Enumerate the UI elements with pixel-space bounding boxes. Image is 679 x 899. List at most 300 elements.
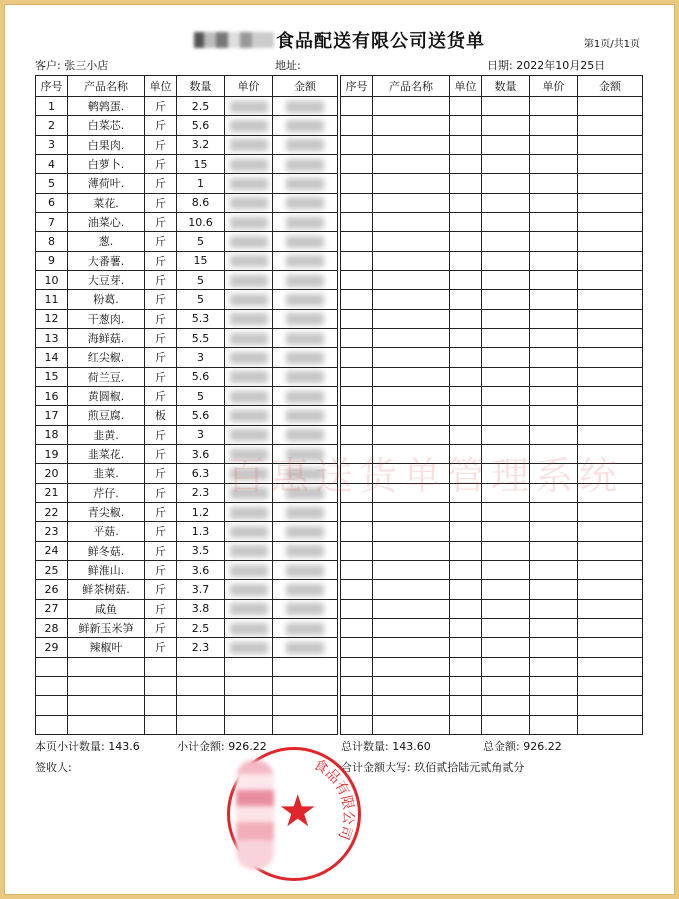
row-unit: 斤: [145, 97, 177, 116]
row-qty: 3: [177, 348, 225, 367]
row-price: [530, 715, 578, 734]
row-no: [36, 696, 68, 715]
row-price: [530, 406, 578, 425]
row-qty: 3.7: [177, 580, 225, 599]
row-no: 28: [36, 618, 68, 637]
address-label: 地址:: [275, 59, 301, 72]
row-unit: [450, 657, 482, 676]
total-qty: 总计数量: 143.60: [341, 740, 431, 753]
table-row: [36, 251, 338, 270]
row-no: 13: [36, 328, 68, 347]
row-product-name: [373, 618, 450, 637]
row-amount: [273, 386, 338, 405]
row-unit: [145, 657, 177, 676]
row-product-name: [373, 328, 450, 347]
row-unit: [450, 309, 482, 328]
row-unit: [450, 522, 482, 541]
redacted-value: [286, 410, 324, 422]
row-price: [225, 193, 273, 212]
row-amount: [578, 328, 643, 347]
row-product-name: [373, 638, 450, 657]
row-qty: 5.5: [177, 328, 225, 347]
row-price: [225, 676, 273, 695]
row-no: [341, 406, 373, 425]
table-row: [36, 270, 338, 289]
row-no: [341, 309, 373, 328]
table-row: [341, 502, 643, 521]
row-no: [341, 135, 373, 154]
row-amount: [578, 193, 643, 212]
row-unit: 斤: [145, 386, 177, 405]
redacted-value: [286, 255, 324, 267]
table-row: [36, 618, 338, 637]
row-price: [225, 638, 273, 657]
col-header-no: 序号: [341, 76, 373, 97]
row-qty: 5.6: [177, 367, 225, 386]
row-product-name: 油菜心.: [68, 212, 145, 231]
row-qty: [482, 232, 530, 251]
table-row: [36, 212, 338, 231]
redacted-value: [286, 217, 324, 229]
row-product-name: 鲜茶树菇.: [68, 580, 145, 599]
row-qty: 15: [177, 154, 225, 173]
table-row: [341, 309, 643, 328]
row-amount: [578, 696, 643, 715]
row-price: [530, 367, 578, 386]
row-no: 6: [36, 193, 68, 212]
redacted-value: [230, 178, 268, 190]
amount-in-words: 合计金额大写: 玖佰贰拾陆元贰角贰分: [341, 761, 525, 774]
redacted-value: [230, 275, 268, 287]
row-price: [225, 657, 273, 676]
table-header-row: [341, 76, 643, 97]
row-unit: [450, 251, 482, 270]
row-unit: 斤: [145, 599, 177, 618]
table-row: [36, 290, 338, 309]
redacted-value: [230, 584, 268, 596]
table-row: [341, 618, 643, 637]
row-unit: [450, 502, 482, 521]
row-no: 25: [36, 560, 68, 579]
row-unit: 斤: [145, 135, 177, 154]
redacted-value: [286, 507, 324, 519]
table-row: [341, 386, 643, 405]
row-qty: 5: [177, 232, 225, 251]
row-no: [341, 541, 373, 560]
row-unit: [450, 232, 482, 251]
row-price: [530, 696, 578, 715]
row-unit: [450, 715, 482, 734]
row-product-name: [373, 232, 450, 251]
row-no: 9: [36, 251, 68, 270]
row-unit: 斤: [145, 502, 177, 521]
table-row: [341, 232, 643, 251]
row-qty: 15: [177, 251, 225, 270]
row-unit: [450, 97, 482, 116]
total-amount: 总金额: 926.22: [483, 740, 562, 753]
table-header-row: [36, 76, 338, 97]
row-product-name: [373, 174, 450, 193]
table-row: [341, 367, 643, 386]
row-product-name: 菜花.: [68, 193, 145, 212]
table-row: [341, 696, 643, 715]
row-amount: [578, 270, 643, 289]
table-row: [341, 116, 643, 135]
row-qty: [482, 328, 530, 347]
row-unit: [450, 348, 482, 367]
row-unit: 板: [145, 406, 177, 425]
row-amount: [578, 116, 643, 135]
customer-label: 客户: 张三小店: [35, 59, 109, 72]
table-row: [36, 560, 338, 579]
seal-text: 食品有限公司: [310, 756, 357, 842]
row-qty: 2.3: [177, 483, 225, 502]
row-product-name: 鲜冬菇.: [68, 541, 145, 560]
row-unit: 斤: [145, 348, 177, 367]
row-no: [341, 618, 373, 637]
row-price: [530, 251, 578, 270]
row-amount: [273, 251, 338, 270]
row-qty: 5: [177, 290, 225, 309]
row-qty: [482, 212, 530, 231]
redacted-value: [286, 603, 324, 615]
row-qty: [482, 174, 530, 193]
row-product-name: [68, 696, 145, 715]
row-unit: [450, 638, 482, 657]
row-product-name: [373, 406, 450, 425]
row-product-name: [373, 135, 450, 154]
redacted-value: [230, 603, 268, 615]
row-product-name: 白果肉.: [68, 135, 145, 154]
table-row: [341, 251, 643, 270]
row-no: [36, 715, 68, 734]
row-unit: [450, 135, 482, 154]
redacted-value: [230, 526, 268, 538]
row-amount: [578, 135, 643, 154]
row-no: 8: [36, 232, 68, 251]
row-no: [341, 193, 373, 212]
row-amount: [273, 541, 338, 560]
row-no: 19: [36, 444, 68, 463]
row-unit: [450, 367, 482, 386]
row-price: [225, 290, 273, 309]
col-header-name: 产品名称: [373, 76, 450, 97]
row-price: [225, 425, 273, 444]
table-row: [341, 715, 643, 734]
row-amount: [578, 522, 643, 541]
table-row: [341, 560, 643, 579]
redacted-value: [286, 371, 324, 383]
row-unit: 斤: [145, 174, 177, 193]
row-no: [341, 251, 373, 270]
table-row: [36, 657, 338, 676]
row-price: [225, 232, 273, 251]
row-amount: [578, 386, 643, 405]
row-price: [225, 174, 273, 193]
row-price: [225, 599, 273, 618]
row-amount: [578, 580, 643, 599]
row-amount: [273, 116, 338, 135]
row-no: [341, 212, 373, 231]
row-no: 26: [36, 580, 68, 599]
table-row: [36, 715, 338, 734]
row-product-name: [68, 657, 145, 676]
row-price: [530, 270, 578, 289]
row-unit: 斤: [145, 193, 177, 212]
page-subtotal-amount: 小计金额: 926.22: [177, 740, 267, 753]
row-qty: [482, 715, 530, 734]
row-unit: 斤: [145, 560, 177, 579]
row-product-name: [373, 560, 450, 579]
row-no: 22: [36, 502, 68, 521]
row-qty: [482, 522, 530, 541]
row-no: [341, 715, 373, 734]
row-price: [530, 290, 578, 309]
row-product-name: [373, 116, 450, 135]
row-amount: [578, 502, 643, 521]
table-row: [36, 309, 338, 328]
table-row: [341, 580, 643, 599]
page-indicator: 第1页/共1页: [583, 39, 640, 50]
row-amount: [578, 174, 643, 193]
row-qty: [482, 135, 530, 154]
row-unit: 斤: [145, 232, 177, 251]
row-product-name: 韭菜花.: [68, 444, 145, 463]
row-unit: 斤: [145, 116, 177, 135]
row-product-name: [373, 309, 450, 328]
row-no: 17: [36, 406, 68, 425]
row-price: [225, 618, 273, 637]
row-product-name: 干葱肉.: [68, 309, 145, 328]
row-no: 4: [36, 154, 68, 173]
row-qty: [482, 676, 530, 695]
page-subtotal-qty: 本页小计数量: 143.6: [35, 740, 140, 753]
row-product-name: 薄荷叶.: [68, 174, 145, 193]
row-unit: [450, 406, 482, 425]
row-price: [225, 502, 273, 521]
redacted-value: [286, 139, 324, 151]
row-no: 27: [36, 599, 68, 618]
row-no: [341, 116, 373, 135]
row-amount: [273, 406, 338, 425]
row-amount: [578, 367, 643, 386]
row-unit: [450, 328, 482, 347]
row-qty: [482, 580, 530, 599]
table-row: [341, 522, 643, 541]
row-unit: [450, 154, 482, 173]
row-qty: [482, 309, 530, 328]
redacted-value: [286, 275, 324, 287]
row-no: [341, 290, 373, 309]
svg-text:食品有限公司: [311, 757, 357, 842]
row-price: [530, 618, 578, 637]
table-row: [341, 541, 643, 560]
row-unit: 斤: [145, 290, 177, 309]
table-row: [36, 580, 338, 599]
table-row: [341, 676, 643, 695]
row-product-name: 大豆芽.: [68, 270, 145, 289]
row-amount: [578, 715, 643, 734]
redacted-value: [286, 120, 324, 132]
row-qty: [482, 97, 530, 116]
row-amount: [273, 522, 338, 541]
redacted-value: [230, 159, 268, 171]
redacted-value: [230, 101, 268, 113]
table-row: [36, 522, 338, 541]
row-unit: [450, 116, 482, 135]
row-price: [225, 696, 273, 715]
row-price: [530, 676, 578, 695]
row-product-name: 鲜新玉米笋: [68, 618, 145, 637]
row-qty: [482, 386, 530, 405]
table-row: [36, 97, 338, 116]
row-price: [530, 154, 578, 173]
redacted-value: [286, 526, 324, 538]
redacted-value: [286, 545, 324, 557]
row-no: 23: [36, 522, 68, 541]
row-product-name: [68, 676, 145, 695]
items-table-left: [35, 75, 338, 735]
row-unit: [450, 386, 482, 405]
col-header-qty: 数量: [177, 76, 225, 97]
delivery-note-page: [4, 4, 675, 895]
row-amount: [273, 676, 338, 695]
row-amount: [273, 618, 338, 637]
row-qty: [482, 290, 530, 309]
table-row: [36, 502, 338, 521]
row-product-name: 芹仔.: [68, 483, 145, 502]
row-qty: [482, 560, 530, 579]
row-qty: [482, 599, 530, 618]
redacted-value: [286, 584, 324, 596]
row-qty: [482, 425, 530, 444]
row-product-name: 咸鱼: [68, 599, 145, 618]
row-amount: [578, 348, 643, 367]
row-product-name: 鲜淮山.: [68, 560, 145, 579]
receiver-signature-label: 签收人:: [35, 761, 72, 774]
row-unit: [450, 560, 482, 579]
row-no: [341, 522, 373, 541]
col-header-price: 单价: [530, 76, 578, 97]
redacted-value: [230, 313, 268, 325]
row-amount: [273, 657, 338, 676]
redacted-value: [230, 255, 268, 267]
row-price: [530, 212, 578, 231]
row-qty: 6.3: [177, 464, 225, 483]
col-header-no: 序号: [36, 76, 68, 97]
row-product-name: 韭黄.: [68, 425, 145, 444]
table-row: [341, 97, 643, 116]
row-price: [225, 135, 273, 154]
row-product-name: 红尖椒.: [68, 348, 145, 367]
row-product-name: [373, 580, 450, 599]
row-no: [341, 174, 373, 193]
row-product-name: 荷兰豆.: [68, 367, 145, 386]
table-row: [36, 174, 338, 193]
row-qty: [482, 251, 530, 270]
row-price: [225, 406, 273, 425]
row-amount: [273, 367, 338, 386]
row-price: [530, 386, 578, 405]
row-product-name: 大番薯.: [68, 251, 145, 270]
redacted-value: [286, 236, 324, 248]
system-watermark: 百惠送货单管理系统: [227, 454, 624, 498]
redacted-value: [230, 217, 268, 229]
row-unit: [450, 696, 482, 715]
row-product-name: [373, 270, 450, 289]
redacted-value: [286, 429, 324, 441]
row-unit: 斤: [145, 522, 177, 541]
col-header-qty: 数量: [482, 76, 530, 97]
row-qty: [177, 676, 225, 695]
row-qty: [482, 367, 530, 386]
redacted-value: [230, 120, 268, 132]
row-no: [341, 657, 373, 676]
row-qty: 5.6: [177, 116, 225, 135]
row-no: [341, 599, 373, 618]
row-product-name: 辣椒叶: [68, 638, 145, 657]
document-title: 食品配送有限公司送货单: [276, 31, 485, 52]
row-product-name: [373, 97, 450, 116]
row-no: [341, 270, 373, 289]
redacted-value: [230, 371, 268, 383]
row-no: 20: [36, 464, 68, 483]
row-no: [341, 560, 373, 579]
document-header: [5, 27, 674, 53]
row-no: [341, 97, 373, 116]
row-qty: 3.6: [177, 444, 225, 463]
row-unit: [450, 618, 482, 637]
table-row: [36, 425, 338, 444]
row-qty: [482, 638, 530, 657]
row-amount: [273, 580, 338, 599]
table-row: [341, 406, 643, 425]
row-qty: 8.6: [177, 193, 225, 212]
row-unit: 斤: [145, 328, 177, 347]
row-no: 2: [36, 116, 68, 135]
row-amount: [273, 174, 338, 193]
row-amount: [273, 97, 338, 116]
row-qty: [482, 541, 530, 560]
row-product-name: [373, 251, 450, 270]
row-amount: [578, 290, 643, 309]
table-row: [36, 386, 338, 405]
redacted-value: [230, 429, 268, 441]
row-amount: [578, 154, 643, 173]
row-amount: [273, 290, 338, 309]
redacted-value: [230, 623, 268, 635]
row-qty: [177, 696, 225, 715]
row-product-name: 韭菜.: [68, 464, 145, 483]
row-product-name: 葱.: [68, 232, 145, 251]
redacted-value: [230, 352, 268, 364]
table-row: [341, 328, 643, 347]
row-no: [341, 154, 373, 173]
company-seal: [227, 747, 361, 881]
row-product-name: [373, 290, 450, 309]
row-amount: [273, 638, 338, 657]
row-price: [225, 309, 273, 328]
row-unit: 斤: [145, 541, 177, 560]
table-row: [36, 232, 338, 251]
row-no: [341, 348, 373, 367]
row-price: [225, 580, 273, 599]
redacted-value: [286, 623, 324, 635]
row-price: [225, 715, 273, 734]
row-amount: [273, 309, 338, 328]
row-qty: 3.8: [177, 599, 225, 618]
row-product-name: [373, 696, 450, 715]
